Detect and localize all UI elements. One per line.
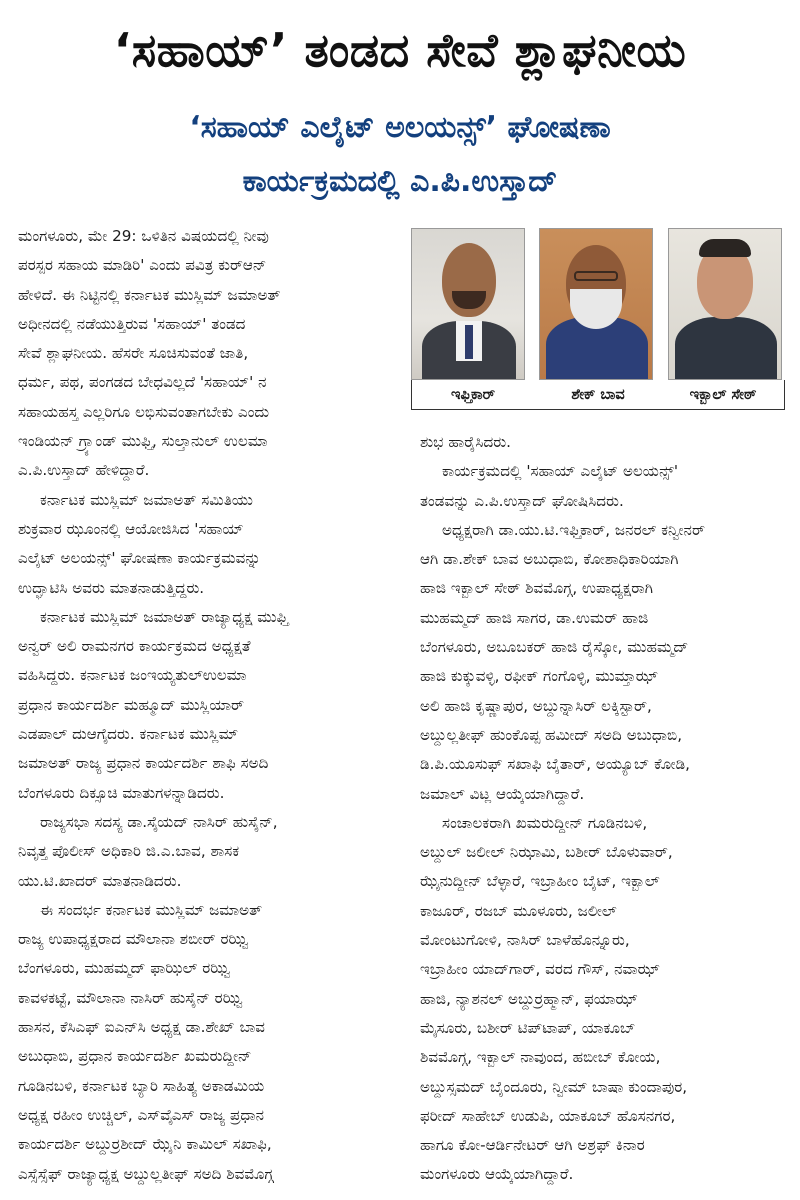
article-line: ಅಲಿ ಹಾಜಿ ಕೃಷ್ಣಾಪುರ, ಅಬ್ದುನ್ನಾಸಿರ್ ಲಕ್ಕಿಸ್ಟಾರ್, <box>420 696 652 715</box>
article-line: ಎಲೈಟ್ ಅಲಯನ್ಸ್' ಘೋಷಣಾ ಕಾರ್ಯಕ್ರಮವನ್ನು <box>18 549 261 568</box>
article-line: ಉದ್ಘಾಟಿಸಿ ಅವರು ಮಾತನಾಡುತ್ತಿದ್ದರು. <box>18 578 205 597</box>
headline: ‘ಸಹಾಯ್’ ತಂಡದ ಸೇವೆ ಶ್ಲಾಘನೀಯ <box>113 23 687 77</box>
article-line: ಶುಭ ಹಾರೈಸಿದರು. <box>420 433 511 451</box>
article-line: ಅಧೀನದಲ್ಲಿ ನಡೆಯುತ್ತಿರುವ 'ಸಹಾಯ್' ತಂಡದ <box>18 314 246 333</box>
article-line: ಈ ಸಂದರ್ಭ ಕರ್ನಾಟಕ ಮುಸ್ಲಿಮ್ ಜಮಾಅತ್ <box>40 900 263 919</box>
photo-captions <box>411 380 785 410</box>
article-line: ಗೂಡಿನಬಳಿ, ಕರ್ನಾಟಕ ಬ್ಯಾರಿ ಸಾಹಿತ್ಯ ಅಕಾಡಮಿಯ <box>18 1076 265 1095</box>
article-line: ನಿವೃತ್ತ ಪೊಲೀಸ್ ಅಧಿಕಾರಿ ಜಿ.ಎ.ಬಾವ, ಶಾಸಕ <box>18 842 240 861</box>
article-line: ಸೇವೆ ಶ್ಲಾಘನೀಯ. ಹೆಸರೇ ಸೂಚಿಸುವಂತೆ ಜಾತಿ, <box>18 344 249 363</box>
article-line: ಅಧ್ಯಕ್ಷ ರಹೀಂ ಉಚ್ಚಿಲ್, ಎಸ್‌ವೈಎಸ್ ರಾಜ್ಯ ಪ್ರಧಾನ <box>18 1105 265 1124</box>
article-line: ಮಂಗಳೂರು, ಮೇ 29: ಒಳಿತಿನ ವಿಷಯದಲ್ಲಿ ನೀವು <box>18 227 269 245</box>
article-line: ಹಾಸನ, ಕೆಸಿಎಫ್ ಐಎನ್‌ಸಿ ಅಧ್ಯಕ್ಷ ಡಾ.ಶೇಖ್ ಬಾವ <box>18 1018 266 1037</box>
caption-3: ಇಕ್ಬಾಲ್ ಸೇಠ್ <box>689 387 757 403</box>
article-line: ಸಹಾಯಹಸ್ತ ಎಲ್ಲರಿಗೂ ಲಭಿಸುವಂತಾಗಬೇಕು ಎಂದು <box>18 402 270 421</box>
article-line: ಮೈಸೂರು, ಬಶೀರ್ ಟಿಪ್‌ಟಾಪ್, ಯಾಕೂಬ್ <box>420 1018 636 1037</box>
article-line: ಅಬ್ದುಸ್ಸಮದ್ ಬೈಂದೂರು, ನ್ವೀಮ್ ಬಾಷಾ ಕುಂದಾಪುರ, <box>420 1077 688 1096</box>
article-line: ಇಬ್ರಾಹೀಂ ಯಾದ್‌ಗಾರ್, ವರದ ಗೌಸ್, ನವಾಝ್ <box>420 960 660 979</box>
article-line: ಝೈನುದ್ದೀನ್ ಬೆಳ್ಳಾರೆ, ಇಬ್ರಾಹೀಂ ಬೈಟ್, ಇಕ್ಬಾಲ್ <box>420 872 660 891</box>
article-line: ಕಾಜೂರ್, ರಜಬ್ ಮೂಳೂರು, ಜಲೀಲ್ <box>420 901 617 920</box>
article-line: ಅಬ್ದುಲ್ಲತೀಫ್ ಹುಂಕೊಪ್ಪ ಹಮೀದ್ ಸಅದಿ ಅಬುಧಾಬಿ, <box>420 725 683 744</box>
article-line: ಜಮಾಅತ್ ರಾಜ್ಯ ಪ್ರಧಾನ ಕಾರ್ಯದರ್ಶಿ ಶಾಫಿ ಸಅದಿ <box>18 754 269 773</box>
article-paragraph <box>420 809 786 1190</box>
article-line: ಕಾರ್ಯಕ್ರಮದಲ್ಲಿ 'ಸಹಾಯ್ ಎಲೈಟ್ ಅಲಯನ್ಸ್' <box>442 462 679 481</box>
article-line: ಜಮಾಲ್ ವಿಟ್ಲ ಆಯ್ಕೆಯಾಗಿದ್ದಾರೆ. <box>420 784 585 803</box>
article-line: ಕರ್ನಾಟಕ ಮುಸ್ಲಿಮ್ ಜಮಾಅತ್ ಸಮಿತಿಯು <box>40 490 253 509</box>
article-line: ಹಾಜಿ ಕುಕ್ಕುವಳ್ಳಿ, ರಫೀಕ್ ಗಂಗೊಳ್ಳಿ, ಮುಮ್ತಾಝ್ <box>420 667 659 686</box>
article-line: ಹಾಗೂ ಕೋ-ಆರ್ಡಿನೇಟರ್ ಆಗಿ ಅಶ್ರಫ್ ಕಿನಾರ <box>420 1136 645 1155</box>
article-line: ರಾಜ್ಯ ಉಪಾಧ್ಯಕ್ಷರಾದ ಮೌಲಾನಾ ಶಬೀರ್ ರಝ್ವಿ <box>18 930 249 949</box>
article-line: ಕಾವಳಕಟ್ಟೆ, ಮೌಲಾನಾ ನಾಸಿರ್ ಹುಸೈನ್ ರಝ್ವಿ <box>18 988 243 1007</box>
article-line: ವಹಿಸಿದ್ದರು. ಕರ್ನಾಟಕ ಜಂಇಯ್ಯತುಲ್‌ಉಲಮಾ <box>18 666 247 685</box>
article-line: ಹಾಜಿ ಇಕ್ಬಾಲ್ ಸೇಠ್ ಶಿವಮೊಗ್ಗ, ಉಪಾಧ್ಯಕ್ಷರಾಗಿ <box>420 579 653 598</box>
subheadline-line-1: ‘ಸಹಾಯ್ ಎಲೈಟ್ ಅಲಯನ್ಸ್’ ಘೋಷಣಾ <box>189 110 611 145</box>
portrait-photo-1 <box>411 228 525 380</box>
article-line: ಪರಸ್ಪರ ಸಹಾಯ ಮಾಡಿರಿ' ಎಂದು ಪವಿತ್ರ ಕುರ್‌ಆನ್ <box>18 256 267 275</box>
article-paragraph <box>18 486 410 603</box>
article-line: ಯು.ಟಿ.ಖಾದರ್ ಮಾತನಾಡಿದರು. <box>18 871 182 890</box>
article-line: ಡಿ.ಪಿ.ಯೂಸುಫ್ ಸಖಾಫಿ ಬೈತಾರ್, ಅಯ್ಯೂಬ್ ಕೋಡಿ, <box>420 755 690 774</box>
article-paragraph <box>18 808 410 896</box>
article-line: ಅಬ್ದುಲ್ ಜಲೀಲ್ ನಿಝಾಮಿ, ಬಶೀರ್ ಬೊಳುವಾರ್, <box>420 843 673 862</box>
article-line: ಮೋಂಟುಗೋಳಿ, ನಾಸಿರ್ ಬಾಳೆಹೊನ್ನೂರು, <box>420 931 630 950</box>
article-line: ಕರ್ನಾಟಕ ಮುಸ್ಲಿಮ್ ಜಮಾಅತ್ ರಾಜ್ಯಾಧ್ಯಕ್ಷ ಮುಫ್ತಿ <box>40 607 288 626</box>
article-line: ಅಧ್ಯಕ್ಷರಾಗಿ ಡಾ.ಯು.ಟಿ.ಇಫ್ತಿಕಾರ್, ಜನರಲ್ ಕನ್ವೀನರ್ <box>442 520 705 539</box>
article-paragraph <box>18 603 410 808</box>
article-line: ಮಂಗಳೂರು ಆಯ್ಕೆಯಾಗಿದ್ದಾರೆ. <box>420 1165 574 1184</box>
article-line: ಹಾಜಿ, ನ್ಯಾಶನಲ್ ಅಬ್ದುರ್ರಹ್ಮಾನ್, ಫಯಾಝ್ <box>420 989 638 1008</box>
article-paragraph <box>18 222 410 486</box>
article-line: ಬೆಂಗಳೂರು ದಿಕ್ಸೂಚಿ ಮಾತುಗಳನ್ನಾಡಿದರು. <box>18 783 225 802</box>
article-paragraph <box>420 428 786 457</box>
article-line: ಆಗಿ ಡಾ.ಶೇಕ್ ಬಾವ ಅಬುಧಾಬಿ, ಕೋಶಾಧಿಕಾರಿಯಾಗಿ <box>420 550 679 569</box>
article-line: ಮುಹಮ್ಮದ್ ಹಾಜಿ ಸಾಗರ, ಡಾ.ಉಮರ್ ಹಾಜಿ <box>420 608 649 627</box>
caption-2: ಶೇಕ್ ಬಾವ <box>571 387 625 403</box>
article-line: ಎಡಪಾಲ್ ದುಆಗೈದರು. ಕರ್ನಾಟಕ ಮುಸ್ಲಿಮ್ <box>18 725 239 744</box>
article-column-right <box>420 428 786 1190</box>
caption-1: ಇಫ್ತಿಕಾರ್ <box>451 387 495 403</box>
article-line: ಹೇಳಿದೆ. ಈ ನಿಟ್ಟಿನಲ್ಲಿ ಕರ್ನಾಟಕ ಮುಸ್ಲಿಮ್ ಜಮಾಅತ್ <box>18 285 281 304</box>
article-line: ಶಿವಮೊಗ್ಗ, ಇಕ್ಬಾಲ್ ನಾವುಂದ, ಹಬೀಬ್ ಕೋಯ, <box>420 1048 661 1067</box>
article-line: ಸಂಚಾಲಕರಾಗಿ ಖಮರುದ್ದೀನ್ ಗೂಡಿನಬಳಿ, <box>442 813 648 832</box>
portrait-photo-3 <box>668 228 782 380</box>
article-line: ಕಾರ್ಯದರ್ಶಿ ಅಬ್ದುರ್ರಶೀದ್ ಝೈನಿ ಕಾಮಿಲ್ ಸಖಾಫಿ, <box>18 1135 272 1154</box>
article-line: ಅನ್ವರ್ ಅಲಿ ರಾಮನಗರ ಕಾರ್ಯಕ್ರಮದ ಅಧ್ಯಕ್ಷತೆ <box>18 637 251 656</box>
subheadline-line-2: ಕಾರ್ಯಕ್ರಮದಲ್ಲಿ ಎ.ಪಿ.ಉಸ್ತಾದ್ <box>242 164 558 199</box>
article-line: ಎ.ಪಿ.ಉಸ್ತಾದ್ ಹೇಳಿದ್ದಾರೆ. <box>18 461 150 480</box>
article-line: ಧರ್ಮ, ಪಥ, ಪಂಗಡದ ಬೇಧವಿಲ್ಲದೆ 'ಸಹಾಯ್' ನ <box>18 373 267 392</box>
article-column-left <box>18 222 410 1189</box>
photo-strip <box>411 228 785 413</box>
article-line: ಶುಕ್ರವಾರ ಝೂಂನಲ್ಲಿ ಆಯೋಜಿಸಿದ 'ಸಹಾಯ್ <box>18 519 244 538</box>
article-line: ಫರೀದ್ ಸಾಹೇಬ್ ಉಡುಪಿ, ಯಾಕೂಬ್ ಹೊಸನಗರ, <box>420 1106 676 1125</box>
article-line: ಪ್ರಧಾನ ಕಾರ್ಯದರ್ಶಿ ಮಹ್ಮೂದ್ ಮುಸ್ಲಿಯಾರ್ <box>18 695 245 714</box>
article-line: ರಾಜ್ಯಸಭಾ ಸದಸ್ಯ ಡಾ.ಸೈಯದ್ ನಾಸಿರ್ ಹುಸೈನ್, <box>40 812 278 831</box>
article-line: ಅಬುಧಾಬಿ, ಪ್ರಧಾನ ಕಾರ್ಯದರ್ಶಿ ಖಮರುದ್ದೀನ್ <box>18 1047 252 1066</box>
article-paragraph <box>18 896 410 1189</box>
article-line: ಬೆಂಗಳೂರು, ಅಬೂಬಕರ್ ಹಾಜಿ ರೈಸ್ಕೋ, ಮುಹಮ್ಮದ್ <box>420 638 689 657</box>
article-line: ಎಸ್ಸೆಸ್ಸೆಫ್ ರಾಜ್ಯಾಧ್ಯಕ್ಷ ಅಬ್ದುಲ್ಲತೀಫ್ ಸಅದಿ ಶಿವಮೊಗ್ಗ <box>18 1164 274 1183</box>
article-line: ತಂಡವನ್ನು ಎ.ಪಿ.ಉಸ್ತಾದ್ ಘೋಷಿಸಿದರು. <box>420 491 624 510</box>
article-paragraph <box>420 516 786 809</box>
article-line: ಬೆಂಗಳೂರು, ಮುಹಮ್ಮದ್ ಫಾಝಿಲ್ ರಝ್ವಿ <box>18 959 231 978</box>
article-paragraph <box>420 457 786 516</box>
article-line: ಇಂಡಿಯನ್ ಗ್ರ್ಯಾಂಡ್ ಮುಫ್ತಿ, ಸುಲ್ತಾನುಲ್ ಉಲಮಾ <box>18 432 268 451</box>
portrait-photo-2 <box>539 228 653 380</box>
